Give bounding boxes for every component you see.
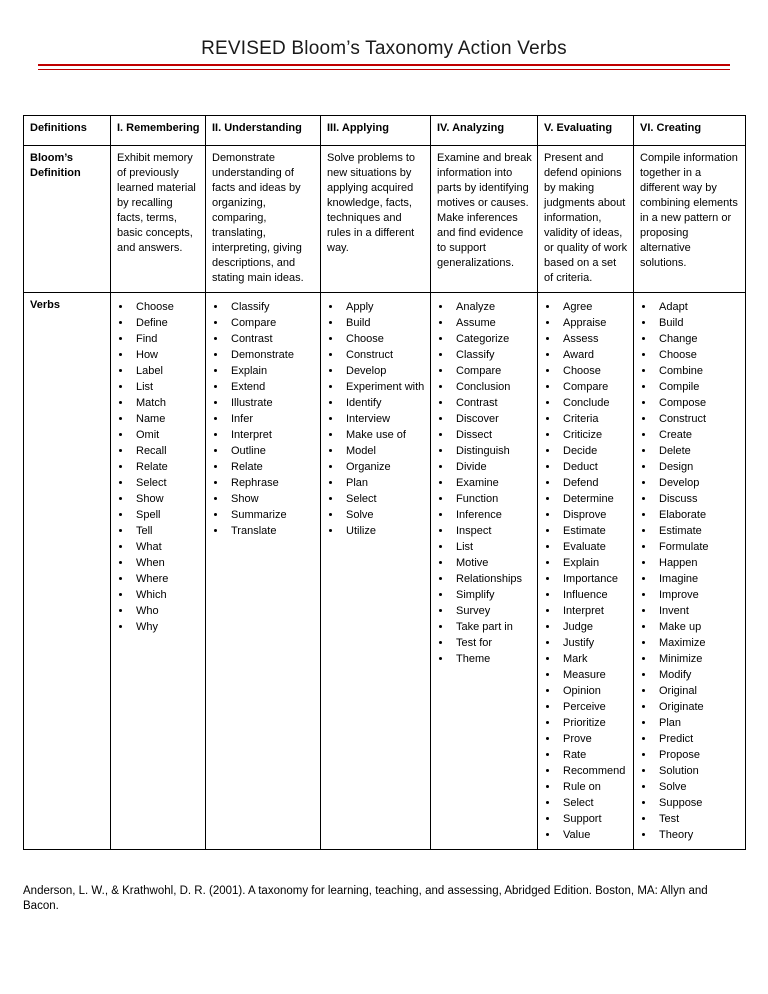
verb-item: • Show <box>132 491 200 507</box>
verb-list-applying <box>342 299 425 539</box>
verb-item: • Contrast <box>227 331 315 347</box>
verb-item: • Assess <box>559 331 628 347</box>
verb-item: • Perceive <box>559 699 628 715</box>
verb-item: • Simplify <box>452 587 532 603</box>
verb-item: • Theme <box>452 651 532 667</box>
verb-item: • Who <box>132 603 200 619</box>
verb-item: • Divide <box>452 459 532 475</box>
verb-item: • Make use of <box>342 427 425 443</box>
verbs-row <box>24 293 746 850</box>
verb-item: • Tell <box>132 523 200 539</box>
verb-item: • Survey <box>452 603 532 619</box>
verb-item: • Originate <box>655 699 740 715</box>
verb-item: • Inspect <box>452 523 532 539</box>
verb-item: • Label <box>132 363 200 379</box>
verb-item: • Compare <box>452 363 532 379</box>
verb-item: • Decide <box>559 443 628 459</box>
verb-item: • Solve <box>342 507 425 523</box>
verb-item: • Evaluate <box>559 539 628 555</box>
verbs-cell-creating <box>634 293 746 850</box>
verb-item: • Change <box>655 331 740 347</box>
verb-item: • Examine <box>452 475 532 491</box>
verb-item: • Explain <box>227 363 315 379</box>
verb-item: • Agree <box>559 299 628 315</box>
verb-item: • Infer <box>227 411 315 427</box>
verb-item: • Extend <box>227 379 315 395</box>
verb-item: • Construct <box>655 411 740 427</box>
verb-item: • Appraise <box>559 315 628 331</box>
verb-item: • Which <box>132 587 200 603</box>
verb-item: • Select <box>132 475 200 491</box>
verb-list-remembering <box>132 299 200 635</box>
column-header-remembering: I. Remembering <box>111 116 206 146</box>
verb-item: • Experiment with <box>342 379 425 395</box>
verb-item: • Construct <box>342 347 425 363</box>
verb-item: • Prioritize <box>559 715 628 731</box>
verb-list-creating <box>655 299 740 843</box>
verb-item: • Rate <box>559 747 628 763</box>
definition-row <box>24 146 746 293</box>
verb-item: • Choose <box>559 363 628 379</box>
verbs-cell-applying <box>321 293 431 850</box>
verb-item: • Select <box>342 491 425 507</box>
verb-item: • Define <box>132 315 200 331</box>
column-header-definitions: Definitions <box>24 116 111 146</box>
verb-item: • Interpret <box>559 603 628 619</box>
verb-item: • Show <box>227 491 315 507</box>
verb-item: • Function <box>452 491 532 507</box>
verbs-cell-understanding <box>206 293 321 850</box>
verb-item: • Relate <box>227 459 315 475</box>
verb-item: • List <box>452 539 532 555</box>
verb-item: • Justify <box>559 635 628 651</box>
verb-item: • List <box>132 379 200 395</box>
verb-item: • Imagine <box>655 571 740 587</box>
verb-item: • Invent <box>655 603 740 619</box>
verb-item: • Adapt <box>655 299 740 315</box>
verb-item: • Model <box>342 443 425 459</box>
verb-item: • Motive <box>452 555 532 571</box>
column-header-analyzing: IV. Analyzing <box>431 116 538 146</box>
verb-item: • Spell <box>132 507 200 523</box>
verb-item: • Match <box>132 395 200 411</box>
verb-item: • Prove <box>559 731 628 747</box>
verb-item: • Discuss <box>655 491 740 507</box>
verb-item: • Conclusion <box>452 379 532 395</box>
verb-item: • Contrast <box>452 395 532 411</box>
definition-cell-understanding: Demonstrate understanding of facts and ideas by organizing, comparing, translating, interpreting, giving descriptions, and stating main ideas. <box>206 146 321 293</box>
definition-cell-applying: Solve problems to new situations by applying acquired knowledge, facts, techniques and rules in a different way. <box>321 146 431 293</box>
verb-item: • Choose <box>132 299 200 315</box>
verb-item: • Maximize <box>655 635 740 651</box>
verb-item: • Identify <box>342 395 425 411</box>
verb-item: • Build <box>342 315 425 331</box>
verb-item: • Compare <box>559 379 628 395</box>
verb-item: • Solve <box>655 779 740 795</box>
verb-item: • Original <box>655 683 740 699</box>
column-header-creating: VI. Creating <box>634 116 746 146</box>
verb-item: • Relate <box>132 459 200 475</box>
verb-item: • Outline <box>227 443 315 459</box>
column-header-applying: III. Applying <box>321 116 431 146</box>
verb-item: • Summarize <box>227 507 315 523</box>
verb-item: • Demonstrate <box>227 347 315 363</box>
verb-item: • What <box>132 539 200 555</box>
verb-item: • Defend <box>559 475 628 491</box>
verb-item: • Illustrate <box>227 395 315 411</box>
verb-item: • Select <box>559 795 628 811</box>
verb-item: • Theory <box>655 827 740 843</box>
verb-item: • Modify <box>655 667 740 683</box>
verb-item: • Assume <box>452 315 532 331</box>
verb-item: • Mark <box>559 651 628 667</box>
verb-item: • Award <box>559 347 628 363</box>
row-label-blooms-definition: Bloom’s Definition <box>24 146 111 293</box>
verb-item: • Compose <box>655 395 740 411</box>
verb-item: • Choose <box>655 347 740 363</box>
verb-item: • Interview <box>342 411 425 427</box>
taxonomy-table <box>23 115 746 850</box>
verb-item: • Classify <box>227 299 315 315</box>
verb-item: • Why <box>132 619 200 635</box>
verb-item: • Classify <box>452 347 532 363</box>
verb-item: • Disprove <box>559 507 628 523</box>
verb-item: • How <box>132 347 200 363</box>
verb-item: • Minimize <box>655 651 740 667</box>
verb-item: • Design <box>655 459 740 475</box>
column-header-understanding: II. Understanding <box>206 116 321 146</box>
verb-item: • Measure <box>559 667 628 683</box>
verb-item: • Explain <box>559 555 628 571</box>
verb-item: • Dissect <box>452 427 532 443</box>
verb-item: • Develop <box>342 363 425 379</box>
verb-item: • Rule on <box>559 779 628 795</box>
verb-item: • Translate <box>227 523 315 539</box>
verb-item: • Organize <box>342 459 425 475</box>
verb-item: • Categorize <box>452 331 532 347</box>
page-title: REVISED Bloom’s Taxonomy Action Verbs <box>201 38 567 59</box>
definition-cell-creating: Compile information together in a different way by combining elements in a new pattern or proposing alternative solutions. <box>634 146 746 293</box>
verb-item: • Recall <box>132 443 200 459</box>
verb-item: • Relationships <box>452 571 532 587</box>
verb-item: • Develop <box>655 475 740 491</box>
verb-item: • Support <box>559 811 628 827</box>
verb-item: • Compare <box>227 315 315 331</box>
verb-item: • Happen <box>655 555 740 571</box>
verb-item: • Test for <box>452 635 532 651</box>
citation: Anderson, L. W., & Krathwohl, D. R. (2001). A taxonomy for learning, teaching, and assessing, Abridged Edition. Boston, MA: Allyn and Bacon. <box>23 885 708 912</box>
verb-item: • Name <box>132 411 200 427</box>
verb-item: • Inference <box>452 507 532 523</box>
verb-item: • Suppose <box>655 795 740 811</box>
verb-item: • Estimate <box>559 523 628 539</box>
verb-item: • Propose <box>655 747 740 763</box>
verb-item: • Improve <box>655 587 740 603</box>
definition-cell-remembering: Exhibit memory of previously learned material by recalling facts, terms, basic concepts, and answers. <box>111 146 206 293</box>
verb-item: • Find <box>132 331 200 347</box>
verb-item: • Choose <box>342 331 425 347</box>
verb-item: • Value <box>559 827 628 843</box>
verb-item: • Elaborate <box>655 507 740 523</box>
verb-item: • Criticize <box>559 427 628 443</box>
row-label-verbs: Verbs <box>24 293 111 850</box>
verb-item: • Influence <box>559 587 628 603</box>
verb-item: • Opinion <box>559 683 628 699</box>
verbs-cell-analyzing <box>431 293 538 850</box>
definition-cell-analyzing: Examine and break information into parts by identifying motives or causes. Make inferences and find evidence to support generalizations. <box>431 146 538 293</box>
verb-item: • Compile <box>655 379 740 395</box>
verb-item: • Judge <box>559 619 628 635</box>
verb-item: • Solution <box>655 763 740 779</box>
verb-item: • Plan <box>655 715 740 731</box>
verb-item: • Rephrase <box>227 475 315 491</box>
verb-item: • Deduct <box>559 459 628 475</box>
column-header-evaluating: V. Evaluating <box>538 116 634 146</box>
verb-item: • Where <box>132 571 200 587</box>
verb-item: • Distinguish <box>452 443 532 459</box>
verb-item: • Combine <box>655 363 740 379</box>
verb-item: • Determine <box>559 491 628 507</box>
verb-item: • Estimate <box>655 523 740 539</box>
verb-item: • Criteria <box>559 411 628 427</box>
verb-item: • Test <box>655 811 740 827</box>
title-double-underline <box>38 64 730 70</box>
verb-item: • Predict <box>655 731 740 747</box>
verb-list-evaluating <box>559 299 628 843</box>
verb-item: • Interpret <box>227 427 315 443</box>
verb-item: • Take part in <box>452 619 532 635</box>
verb-item: • Analyze <box>452 299 532 315</box>
verb-item: • Make up <box>655 619 740 635</box>
verb-item: • Plan <box>342 475 425 491</box>
verb-item: • Apply <box>342 299 425 315</box>
header-row <box>24 116 746 146</box>
definition-cell-evaluating: Present and defend opinions by making judgments about information, validity of ideas, or quality of work based on a set of criteria. <box>538 146 634 293</box>
verb-list-analyzing <box>452 299 532 667</box>
verb-item: • Importance <box>559 571 628 587</box>
verb-item: • Create <box>655 427 740 443</box>
verb-item: • Omit <box>132 427 200 443</box>
verb-item: • Discover <box>452 411 532 427</box>
verbs-cell-remembering <box>111 293 206 850</box>
verb-item: • Delete <box>655 443 740 459</box>
verb-item: • Conclude <box>559 395 628 411</box>
verb-item: • Recommend <box>559 763 628 779</box>
verbs-cell-evaluating <box>538 293 634 850</box>
verb-list-understanding <box>227 299 315 539</box>
verb-item: • Formulate <box>655 539 740 555</box>
verb-item: • When <box>132 555 200 571</box>
verb-item: • Build <box>655 315 740 331</box>
verb-item: • Utilize <box>342 523 425 539</box>
